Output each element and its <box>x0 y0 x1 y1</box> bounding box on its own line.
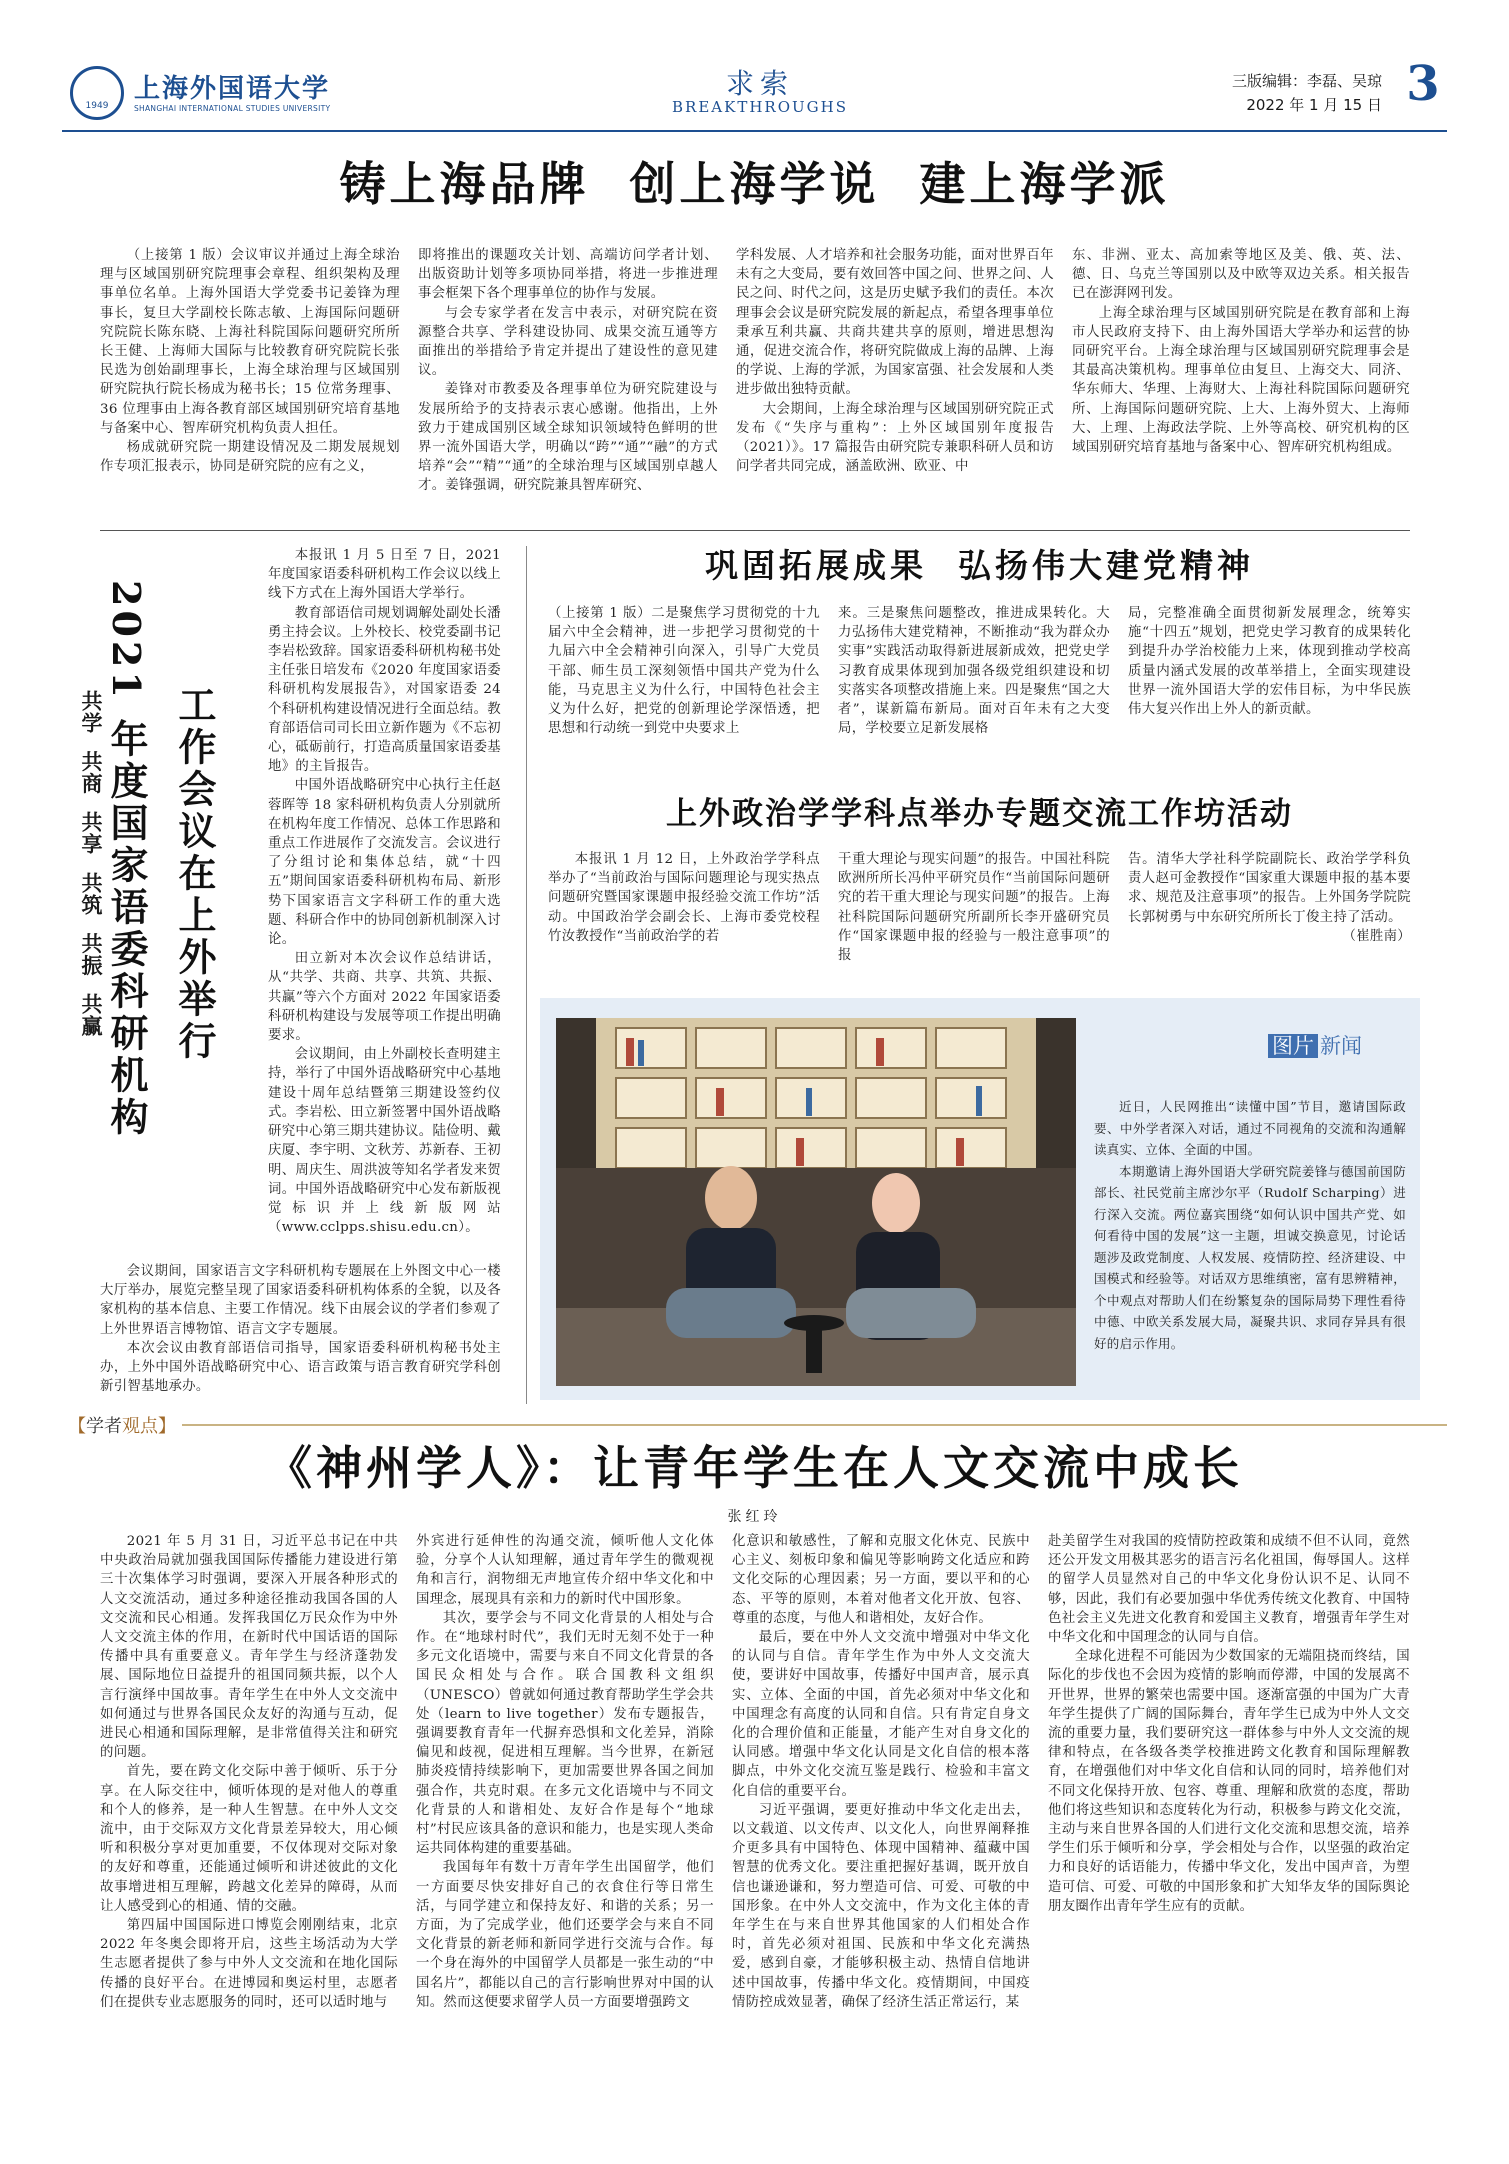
party-story-col2: 来。三是聚焦问题整改，推进成果转化。大力弘扬伟大建党精神，不断推动“我为群众办实事”实践活动取得新进展新成效，把党史学习教育成果体现到加强各级党组织建设和切实落实各项整改措施上来。四是聚焦“国之大者”，谋新篇布新局。面对百年未有之大变局，学校要立足新发展格 <box>838 606 1110 737</box>
opinion-tag: 【学者观点】 <box>62 1412 182 1438</box>
workshop-story-headline: 上外政治学学科点举办专题交流工作坊活动 <box>666 796 1293 832</box>
opinion-col2: 外宾进行延伸性的沟通交流，倾听他人文化体验，分享个人认知理解，通过青年学生的微观视角和言行，润物细无声地宣传介绍中华文化和中国理念，展现具有亲和力的新时代中国形象。 其次，要学会与不同文化背景的人相处与合作。在“地球村时代”，我们无时无刻不处于一种多元文化语境中，需要与来自不同文化背景的各国民众相处与合作。联合国教科文组织（UNESCO）曾就如何通过教育帮助学生学会共处（learn to live together）发布专题报告，强调要教育青年一代摒弃恐惧和文化差异，消除偏见和歧视，促进相互理解。当今世界，在新冠肺炎疫情持续影响下，更加需要世界各国之间加强合作，共克时艰。在多元文化语境中与不同文化背景的人和谐相处、友好合作是每个“地球村”村民应该具备的意识和能力，也是实现人类命运共同体构建的重要基础。 我国每年有数十万青年学生出国留学，他们一方面要尽快安排好自己的衣食住行等日常生活，与同学建立和保持友好、和谐的关系；另一方面，为了完成学业，他们还要学会与来自不同文化背景的新老师和新同学进行交流与合作。每一个身在海外的中国留学人员都是一张生动的“中国名片”，都能以自己的言行影响世界对中国的认知。然而这便要求留学人员一方面要增强跨文 <box>416 1534 714 2010</box>
university-name: 上海外国语大学 <box>134 74 331 104</box>
masthead-rule <box>62 130 1447 132</box>
opinion-col3: 化意识和敏感性，了解和克服文化休克、民族中心主义、刻板印象和偏见等影响跨文化适应和跨文化交际的心理因素；另一方面，要以平和的心态、平等的原则，本着对他者文化开放、包容、尊重的态度，与他人和谐相处，友好合作。 最后，要在中外人文交流中增强对中华文化的认同与自信。青年学生作为中外人文交流大使，要讲好中国故事，传播好中国声音，展示真实、立体、全面的中国，首先必须对中华文化和中国理念有高度的认同和自信。只有肯定自身文化的合理价值和正能量，才能产生对自身文化的认同感。增强中华文化认同是文化自信的根本落脚点，中外文化交流互鉴是践行、检验和丰富文化自信的重要平台。 习近平强调，要更好推动中华文化走出去，以文载道、以文传声、以文化人，向世界阐释推介更多具有中国特色、体现中国精神、蕴藏中国智慧的优秀文化。要注重把握好基调，既开放自信也谦逊谦和，努力塑造可信、可爱、可敬的中国形象。在中外人文交流中，作为文化主体的青年学生在与来自世界其他国家的人们相处合作时，首先必须对祖国、民族和中华文化充满热爱，感到自豪，才能够积极主动、热情自信地讲述中国故事，传播中华文化。疫情期间，中国疫情防控成效显著，确保了经济生活正常运行，某 <box>732 1534 1030 2010</box>
section-name: 求索 <box>725 67 794 100</box>
interview-photo <box>556 1018 1076 1386</box>
issue-date: 2022 年 1 月 15 日 <box>1246 96 1382 114</box>
party-story-col1: （上接第 1 版）二是聚焦学习贯彻党的十九届六中全会精神，进一步把学习贯彻党的十九届六中全会精神引向深入，引导广大党员干部、师生员工深刻领悟中国共产党为什么能，马克思主义为什么行，中国特色社会主义为什么好，把党的创新理论学深悟透，把思想和行动统一到党中央要求上 <box>548 606 820 737</box>
section-name-en: BREAKTHROUGHS <box>672 98 848 116</box>
left-story-subtitle: 共学 共商 共享 共筑 共振 共赢 <box>79 690 104 1038</box>
left-story-body: 本报讯 1 月 5 日至 7 日，2021 年度国家语委科研机构工作会议以线上线下方式在上海外国语大学举行。 教育部语信司规划调解处副处长潘勇主持会议。上外校长、校党委副书记李岩松致辞。国家语委科研机构秘书处主任张日培发布《2020 年度国家语委科研机构发展报告》，对国家语委 24 个科研机构建设情况进行全面总结。教育部语信司司长田立新作题为《不忘初心，砥砺前行，打造高质量国家语委基地》的主旨报告。 中国外语战略研究中心执行主任赵蓉晖等 18 家科研机构负责人分别就所在机构年度工作情况、总体工作思路和重点工作进展作了交流发言。会议进行了分组讨论和集体总结，就“十四五”期间国家语委科研机构布局、新形势下国家语言文字科研工作的重大选题、科研合作中的协同创新机制深入讨论。 田立新对本次会议作总结讲话，从“共学、共商、共享、共筑、共振、共赢”等六个方面对 2022 年国家语委科研机构建设与发展等项工作提出明确要求。 会议期间，由上外副校长查明建主持，举行了中国外语战略研究中心基地建设十周年总结暨第三期建设签约仪式。李岩松、田立新签署中国外语战略研究中心第三期共建协议。陆俭明、戴庆厦、李宇明、文秋芳、苏新春、王初明、周庆生、周洪波等知名学者发来贺词。中国外语战略研究中心发布新版视觉标识并上线新版网站（www.cclpps.shisu.edu.cn）。 <box>268 548 501 1236</box>
workshop-story-col3: 告。清华大学社科学院副院长、政治学学科负责人赵可金教授作“国家重大课题申报的基本要求、规范及注意事项”的报告。上外国务学院院长郭树勇与中东研究所所长丁俊主持了活动。 （崔胜南） <box>1128 850 1411 946</box>
masthead <box>62 58 1447 138</box>
party-story-col3: 局，完整准确全面贯彻新发展理念，统筹实施“十四五”规划，把党史学习教育的成果转化到提升办学治校能力上来，体现到推动学校高质量内涵式发展的改革举措上，全面实现建设世界一流外国语大学的宏伟目标，为中华民族伟大复兴作出上外人的新贡献。 <box>1128 606 1411 718</box>
opinion-headline: 《神州学人》：让青年学生在人文交流中成长 <box>266 1441 1243 1495</box>
workshop-story-col2: 干重大理论与现实问题”的报告。中国社科院欧洲所所长冯仲平研究员作“当前国际问题研究的若干重大理论与现实问题”的报告。上海社科院国际问题研究所副所长李开盛研究员作“国家课题申报的经验与一般注意事项”的报 <box>838 852 1110 964</box>
left-story-headline-2: 2021 年度国家语委科研机构 <box>104 580 149 1139</box>
seal-year: 1949 <box>85 101 109 111</box>
university-seal-icon <box>70 66 124 120</box>
page-number: 3 <box>1406 56 1440 112</box>
top-story-col1: （上接第 1 版）会议审议并通过上海全球治理与区域国别研究院理事会章程、组织架构及理事单位名单。上海外国语大学党委书记姜锋为理事长，复旦大学副校长陈志敏、上海国际问题研究院院长陈东晓、上海社科院国际问题研究所所长王健、上海师大国际与比较教育研究院院长张民选为创始副理事长，上海全球治理与区域国别研究院执行院长杨成为秘书长；15 位常务理事、36 位理事由上海各教育部区域国别研究培育基地与备案中心、智库研究机构负责人担任。 杨成就研究院一期建设情况及二期发展规划作专项汇报表示，协同是研究院的应有之义， <box>100 248 400 475</box>
top-story-col3: 学科发展、人才培养和社会服务功能，面对世界百年未有之大变局，要有效回答中国之问、世界之问、人民之问、时代之问，这是历史赋予我们的责任。本次理事会会议是研究院发展的新起点，希望各理事单位秉承互利共赢、共商共建共享的原则，增进思想沟通，促进交流合作，将研究院做成上海的品牌、上海的学说、上海的学派，为国家富强、社会发展和人类进步做出独特贡献。 大会期间，上海全球治理与区域国别研究院正式发布《“失序与重构”：上外区域国别年度报告（2021）》。17 篇报告由研究院专兼职科研人员和访问学者共同完成，涵盖欧洲、欧亚、中 <box>736 248 1054 475</box>
opinion-col1: 2021 年 5 月 31 日，习近平总书记在中共中央政治局就加强我国国际传播能力建设进行第三十次集体学习时强调，要深入开展各种形式的人文交流活动，通过多种途径推动我国各国的人文交流和民心相通。发挥我国亿万民众作为中外人文交流主体的作用，在新时代中国话语的国际传播中具有重要意义。青年学生与经济蓬勃发展、国际地位日益提升的祖国同频共振，以个人言行演绎中国故事。青年学生在中外人文交流中如何通过与世界各国民众友好的沟通与互动，促进民心相通和国际理解，是非常值得关注和研究的问题。 首先，要在跨文化交际中善于倾听、乐于分享。在人际交往中，倾听体现的是对他人的尊重和个人的修养，是一种人生智慧。在中外人文交流中，由于交际双方文化背景差异较大，用心倾听和积极分享对更加重要，不仅体现对交际对象的友好和尊重，还能通过倾听和讲述彼此的文化故事增进相互理解，跨越文化差异的障碍，从而让人感受到心的相通、情的交融。 第四届中国国际进口博览会刚刚结束，北京 2022 年冬奥会即将开启，这些主场活动为大学生志愿者提供了参与中外人文交流和在地化国际传播的良好平台。在进博园和奥运村里，志愿者们在提供专业志愿服务的同时，还可以适时地与 <box>100 1534 398 2010</box>
opinion-rule <box>62 1424 1447 1426</box>
university-name-en: SHANGHAI INTERNATIONAL STUDIES UNIVERSITY <box>134 104 331 113</box>
top-story-col4: 东、非洲、亚太、高加索等地区及美、俄、英、法、德、日、乌克兰等国别以及中欧等双边关系。相关报告已在澎湃网刊发。 上海全球治理与区域国别研究院是在教育部和上海市人民政府支持下、由上海外国语大学举办和运营的协同研究平台。上海全球治理与区域国别研究院理事会是其最高决策机构。理事单位由复旦、上海交大、同济、华东师大、华理、上海财大、上海社科院国际问题研究所、上海国际问题研究院、上大、上海外贸大、上海师大、上理、上海政法学院、上外等高校、研究机构的区域国别研究培育基地与备案中心、智库研究机构组成。 <box>1072 248 1410 456</box>
workshop-byline: （崔胜南） <box>1342 928 1411 944</box>
top-story-headline: 铸上海品牌 创上海学说 建上海学派 <box>339 157 1170 211</box>
top-story-divider <box>100 530 1410 531</box>
photo-news-tag: 图片 新闻 <box>1268 1030 1362 1060</box>
photo-news-caption: 近日，人民网推出“读懂中国”节目，邀请国际政要、中外学者深入对话，通过不同视角的交流和沟通解读真实、立体、全面的中国。 本期邀请上海外国语大学研究院姜锋与德国前国防部长、社民党前主席沙尔平（Rudolf Scharping）进行深入交流。两位嘉宾围绕“如何认识中国共产党、如何看待中国的发展”这一主题，坦诚交换意见，讨论话题涉及政党制度、人权发展、疫情防控、经济建设、中国模式和经验等。对话双方思维缜密，富有思辨精神，个中观点对帮助人们在纷繁复杂的国际局势下理性看待中德、中欧关系发展大局，凝聚共识、求同存异具有很好的启示作用。 <box>1094 1099 1406 1351</box>
interview-photo-image <box>556 1018 1076 1386</box>
top-story-col2: 即将推出的课题攻关计划、高端访问学者计划、出版资助计划等多项协同举措，将进一步推进理事会框架下各个理事单位的协作与发展。 与会专家学者在发言中表示，对研究院在资源整合共享、学科建设协同、成果交流互通等方面推出的举措给予肯定并提出了建设性的意见建议。 姜锋对市教委及各理事单位为研究院建设与发展所给予的支持表示衷心感谢。他指出，上外致力于建成国别区域全球知识领域特色鲜明的世界一流外国语大学，明确以“跨”“通”“融”的方式培养“会”“精”“通”的全球治理与区域国别卓越人才。姜锋强调，研究院兼具智库研究、 <box>418 248 718 494</box>
workshop-story-col1: 本报讯 1 月 12 日，上外政治学学科点举办了“当前政治与国际问题理论与现实热点问题研究暨国家课题申报经验交流工作坊”活动。中国政治学会副会长、上海市委党校程竹汝教授作“当前政治学的若 <box>548 852 820 944</box>
party-story-headline: 巩固拓展成果 弘扬伟大建党精神 <box>705 546 1254 585</box>
opinion-author: 张红玲 <box>727 1509 782 1525</box>
left-story-headline: 工作会议在上外举行 <box>172 685 217 1063</box>
left-story-body-bottom: 会议期间，国家语言文字科研机构专题展在上外图文中心一楼大厅举办，展览完整呈现了国家语委科研机构体系的全貌，以及各家机构的基本信息、主要工作情况。线下由展会议的学者们参观了上外世界语言博物馆、语言文字专题展。 本次会议由教育部语信司指导，国家语委科研机构秘书处主办，上外中国外语战略研究中心、语言政策与语言教育研究学科创新引智基地承办。 <box>100 1264 501 1395</box>
left-column-rule <box>526 546 527 1404</box>
opinion-col4: 赴美留学生对我国的疫情防控政策和成绩不但不认同，竟然还公开发文用极其恶劣的语言污名化祖国，侮辱国人。这样的留学人员显然对自己的中华文化身份认识不足、认同不够，因此，我们有必要加强中华优秀传统文化教育、中国特色社会主义先进文化教育和爱国主义教育，增强青年学生对中华文化和中国理念的认同与自信。 全球化进程不可能因为少数国家的无端阻挠而终结，国际化的步伐也不会因为疫情的影响而停滞，中国的发展离不开世界，世界的繁荣也需要中国。逐渐富强的中国为广大青年学生提供了广阔的国际舞台，青年学生已成为中外人文交流的重要力量，我们要研究这一群体参与中外人文交流的规律和特点，在各级各类学校推进跨文化教育和国际理解教育，在增强他们对中华文化自信和认同的同时，培养他们对不同文化保持开放、包容、尊重、理解和欣赏的态度，帮助他们将这些知识和态度转化为行动，积极参与跨文化交流，主动与来自世界各国的人们进行文化交流和思想交流，培养学生们乐于倾听和分享，学会相处与合作，以坚强的政治定力和良好的话语能力，传播中华文化，发出中国声音，为塑造可信、可爱、可敬的中国形象和扩大知华友华的国际舆论朋友圈作出青年学生应有的贡献。 <box>1048 1534 1410 1914</box>
page-editors: 三版编辑：李磊、吴琼 <box>1231 72 1382 90</box>
